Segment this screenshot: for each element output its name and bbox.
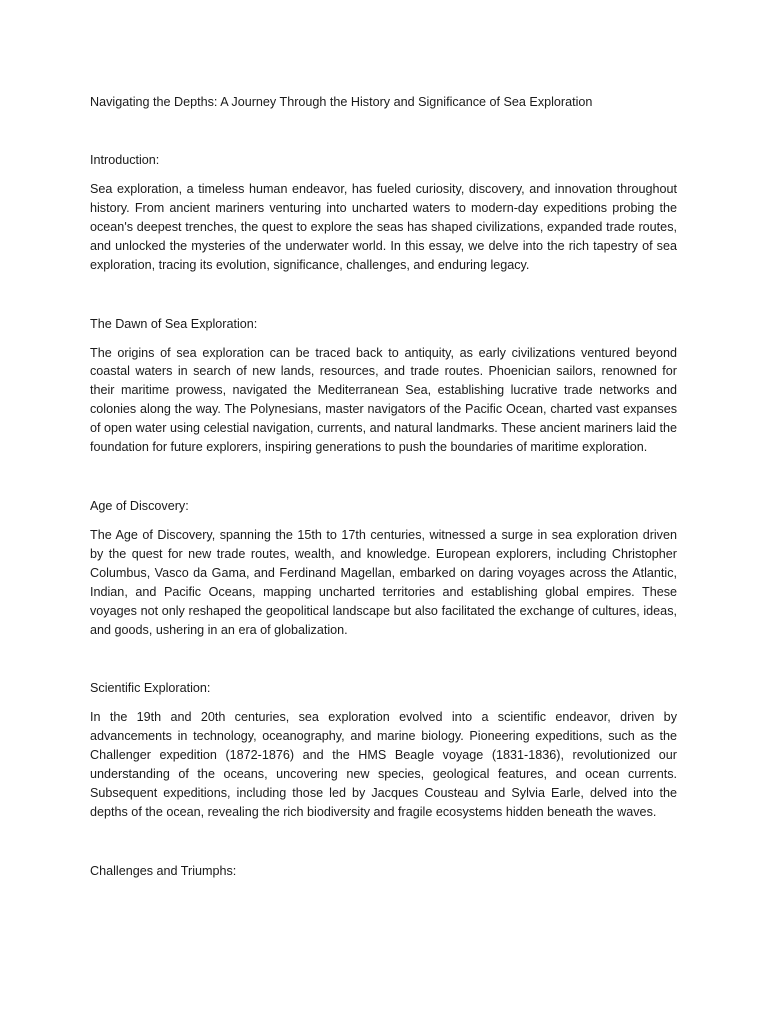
section-heading: Challenges and Triumphs:: [90, 863, 237, 878]
section-heading: Introduction:: [90, 153, 160, 167]
section-age-of-discovery: [90, 497, 677, 639]
section-challenges-and-triumphs: [90, 862, 677, 881]
document-body: [90, 93, 677, 881]
section-heading: Scientific Exploration:: [90, 681, 211, 696]
section-paragraph: In the 19th and 20th centuries, sea exploration evolved into a scientific endeavor, driven by advancements in technology, oceanography, and marine biology. Pioneering expeditions, such as the Challenger expedition (1872-1876) and the HMS Beagle voyage (1831-1836), revolutionized our understanding of the oceans, uncovering new species, geological features, and ocean currents. Subsequent expeditions, including those led by Jacques Cousteau and Sylvia Earle, delved into the depths of the ocean, revealing the rich biodiversity and fragile ecosystems hidden beneath the waves.: [90, 710, 677, 819]
section-paragraph: The Age of Discovery, spanning the 15th to 17th centuries, witnessed a surge in sea exploration driven by the quest for new trade routes, wealth, and knowledge. European explorers, including Christopher Columbus, Vasco da Gama, and Ferdinand Magellan, embarked on daring voyages across the Atlantic, Indian, and Pacific Oceans, mapping uncharted territories and establishing global empires. These voyages not only reshaped the geopolitical landscape but also facilitated the exchange of cultures, ideas, and goods, ushering in an era of globalization.: [90, 527, 677, 637]
section-paragraph: The origins of sea exploration can be traced back to antiquity, as early civilizations ventured beyond coastal waters in search of new lands, resources, and trade routes. Phoenician sailors, renowned for their maritime prowess, navigated the Mediterranean Sea, establishing lucrative trade networks and colonies along the way. The Polynesians, master navigators of the Pacific Ocean, charted vast expanses of open water using celestial navigation, currents, and natural landmarks. These ancient mariners laid the foundation for future explorers, inspiring generations to push the boundaries of maritime exploration.: [90, 345, 677, 455]
section-scientific-exploration: [90, 679, 677, 821]
document-title: Navigating the Depths: A Journey Through the History and Significance of Sea Exploration: [90, 95, 593, 109]
section-heading: The Dawn of Sea Exploration:: [90, 316, 258, 331]
section-dawn-of-sea-exploration: [90, 315, 677, 457]
section-paragraph: Sea exploration, a timeless human endeavor, has fueled curiosity, discovery, and innovation throughout history. From ancient mariners venturing into uncharted waters to modern-day expeditions probing the ocean's deepest trenches, the quest to explore the seas has shaped civilizations, expanded trade routes, and unlocked the mysteries of the underwater world. In this essay, we delve into the rich tapestry of sea exploration, tracing its evolution, significance, challenges, and enduring legacy.: [90, 182, 677, 272]
section-heading: Age of Discovery:: [90, 498, 189, 513]
section-introduction: [90, 151, 677, 275]
